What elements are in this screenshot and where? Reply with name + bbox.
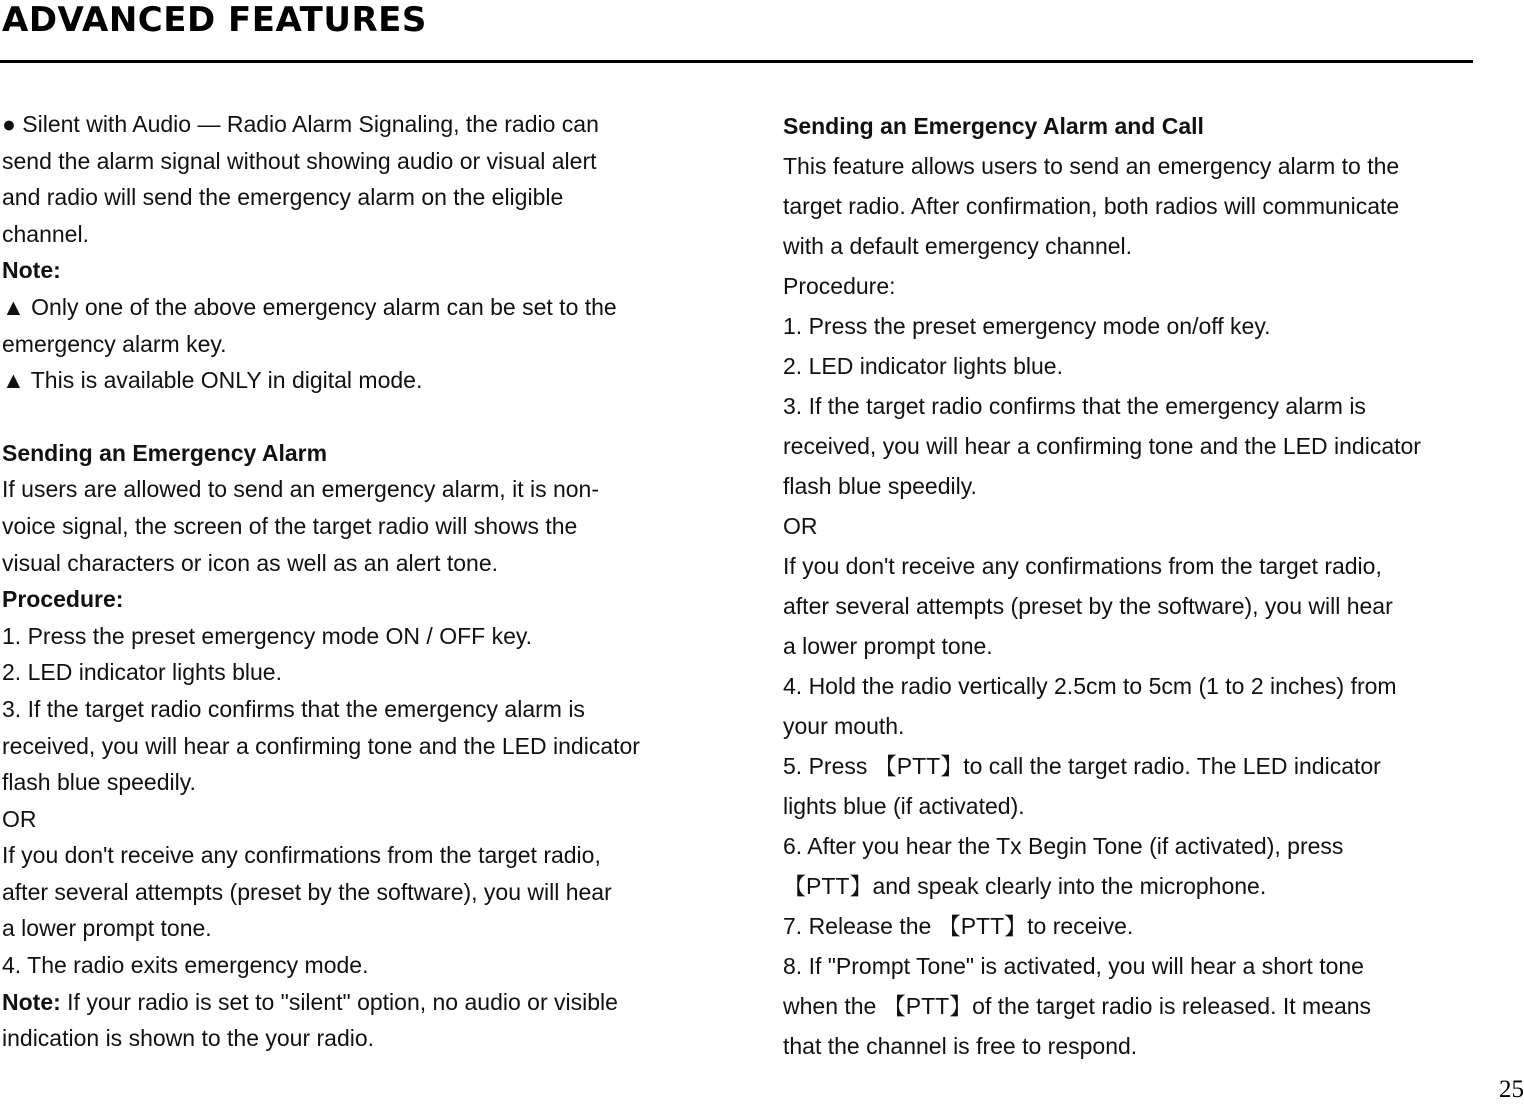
section-line: If users are allowed to send an emergency alarm, it is non- <box>2 476 600 503</box>
procedure-step: 7. Release the 【PTT】to receive. <box>783 913 1134 939</box>
right-column <box>783 106 1503 1066</box>
page-title: ADVANCED FEATURES <box>2 0 427 40</box>
header-divider <box>0 60 1473 63</box>
section-spacer <box>2 399 742 435</box>
procedure-step: 4. The radio exits emergency mode. <box>2 952 369 979</box>
procedure-step: flash blue speedily. <box>783 473 977 499</box>
procedure-step: 3. If the target radio confirms that the emergency alarm is <box>783 393 1366 419</box>
note-label: Note: <box>2 257 61 284</box>
procedure-step: 1. Press the preset emergency mode on/off key. <box>783 313 1271 339</box>
section-heading: Sending an Emergency Alarm <box>2 439 328 466</box>
page-number: 25 <box>1499 1076 1524 1103</box>
section-heading: Sending an Emergency Alarm and Call <box>783 113 1204 139</box>
section-line: visual characters or icon as well as an alert tone. <box>2 549 499 576</box>
procedure-step: 1. Press the preset emergency mode ON / OFF key. <box>2 622 533 649</box>
body-line: This feature allows users to send an emergency alarm to the <box>783 153 1400 179</box>
procedure-step: received, you will hear a confirming tone and the LED indicator <box>783 433 1421 459</box>
procedure-label: Procedure: <box>2 586 124 613</box>
procedure-step: a lower prompt tone. <box>783 633 993 659</box>
procedure-step: 【PTT】and speak clearly into the microphone. <box>783 873 1267 899</box>
procedure-step: flash blue speedily. <box>2 769 196 796</box>
procedure-step: 6. After you hear the Tx Begin Tone (if activated), press <box>783 833 1344 859</box>
section-line: voice signal, the screen of the target radio will shows the <box>2 512 578 539</box>
procedure-step: your mouth. <box>783 713 905 739</box>
procedure-step: 2. LED indicator lights blue. <box>783 353 1063 379</box>
procedure-step: 4. Hold the radio vertically 2.5cm to 5cm (1 to 2 inches) from <box>783 673 1397 699</box>
body-line: target radio. After confirmation, both radios will communicate <box>783 193 1400 219</box>
procedure-label: Procedure: <box>783 273 896 299</box>
procedure-step: 3. If the target radio confirms that the emergency alarm is <box>2 695 585 722</box>
procedure-step: received, you will hear a confirming tone and the LED indicator <box>2 732 640 759</box>
procedure-step: 8. If "Prompt Tone" is activated, you will hear a short tone <box>783 953 1364 979</box>
procedure-step: If you don't receive any confirmations from the target radio, <box>2 842 601 869</box>
note-line: indication is shown to the your radio. <box>2 1025 375 1052</box>
left-column <box>2 106 742 1057</box>
body-line: with a default emergency channel. <box>783 233 1133 259</box>
note-label: Note: <box>2 988 61 1015</box>
intro-line: channel. <box>2 220 89 247</box>
note-text: If your radio is set to "silent" option, no audio or visible <box>60 988 618 1015</box>
note-line <box>2 984 742 1021</box>
procedure-step: after several attempts (preset by the software), you will hear <box>2 878 612 905</box>
procedure-step: 5. Press 【PTT】to call the target radio. The LED indicator <box>783 753 1381 779</box>
procedure-step: when the 【PTT】of the target radio is released. It means <box>783 993 1372 1019</box>
procedure-step: 2. LED indicator lights blue. <box>2 659 282 686</box>
procedure-step: lights blue (if activated). <box>783 793 1025 819</box>
procedure-step: a lower prompt tone. <box>2 915 212 942</box>
note-line: ▲ Only one of the above emergency alarm can be set to the <box>2 293 617 320</box>
procedure-step: that the channel is free to respond. <box>783 1033 1138 1059</box>
procedure-step: If you don't receive any confirmations from the target radio, <box>783 553 1382 579</box>
intro-line: ● Silent with Audio — Radio Alarm Signaling, the radio can <box>2 111 599 137</box>
procedure-step: OR <box>783 513 818 539</box>
note-line: emergency alarm key. <box>2 330 227 357</box>
note-line: ▲ This is available ONLY in digital mode. <box>2 367 423 394</box>
intro-line: and radio will send the emergency alarm on the eligible <box>2 184 564 211</box>
procedure-step: OR <box>2 805 37 832</box>
intro-line: send the alarm signal without showing audio or visual alert <box>2 147 597 174</box>
procedure-step: after several attempts (preset by the software), you will hear <box>783 593 1393 619</box>
